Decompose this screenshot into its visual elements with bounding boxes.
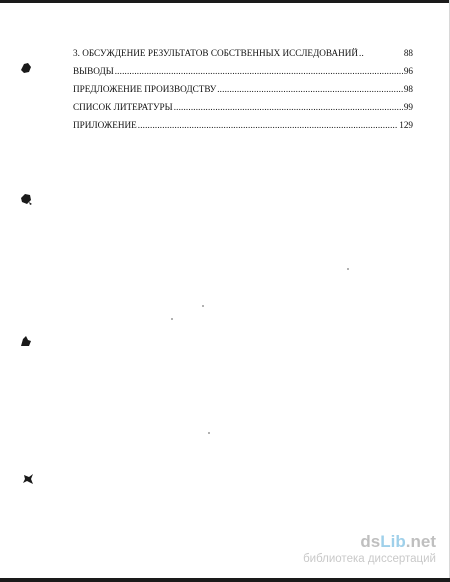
toc-entry-page: 88 (403, 48, 413, 58)
dot-leader (174, 98, 403, 116)
scan-speck (347, 268, 349, 270)
toc-entry-title: ВЫВОДЫ (73, 66, 114, 76)
dot-leader (359, 44, 403, 62)
toc-entry-appendix (73, 116, 413, 134)
toc-entry-discussion (73, 44, 413, 62)
toc-entry-page: 98 (403, 84, 413, 94)
watermark-logo: dsLib.net (360, 532, 436, 551)
dot-leader (217, 80, 403, 98)
top-border-rule (0, 0, 450, 3)
table-of-contents (73, 44, 413, 134)
toc-entry-references (73, 98, 413, 116)
toc-entry-conclusions (73, 62, 413, 80)
toc-entry-title: ПРЕДЛОЖЕНИЕ ПРОИЗВОДСТВУ (73, 84, 217, 94)
toc-entry-page: 129 (399, 120, 413, 130)
watermark (303, 533, 436, 566)
bottom-border-rule (0, 578, 450, 582)
binding-hole-mark-icon (22, 473, 34, 485)
scan-speck (171, 318, 173, 320)
toc-entry-proposal (73, 80, 413, 98)
binding-hole-mark-icon (20, 62, 32, 74)
scan-speck (202, 305, 204, 307)
toc-entry-title: 3. ОБСУЖДЕНИЕ РЕЗУЛЬТАТОВ СОБСТВЕННЫХ ИССЛЕДОВАНИЙ (73, 48, 359, 58)
binding-hole-mark-icon (20, 193, 32, 205)
toc-entry-title: СПИСОК ЛИТЕРАТУРЫ (73, 102, 173, 112)
toc-entry-title: ПРИЛОЖЕНИЕ (73, 120, 137, 130)
toc-entry-page: 96 (403, 66, 413, 76)
dot-leader (138, 116, 398, 134)
toc-entry-page: 99 (403, 102, 413, 112)
binding-hole-mark-icon (20, 335, 32, 347)
watermark-tagline: библиотека диссертаций (303, 553, 436, 565)
dot-leader (115, 62, 403, 80)
scan-speck (208, 432, 210, 434)
